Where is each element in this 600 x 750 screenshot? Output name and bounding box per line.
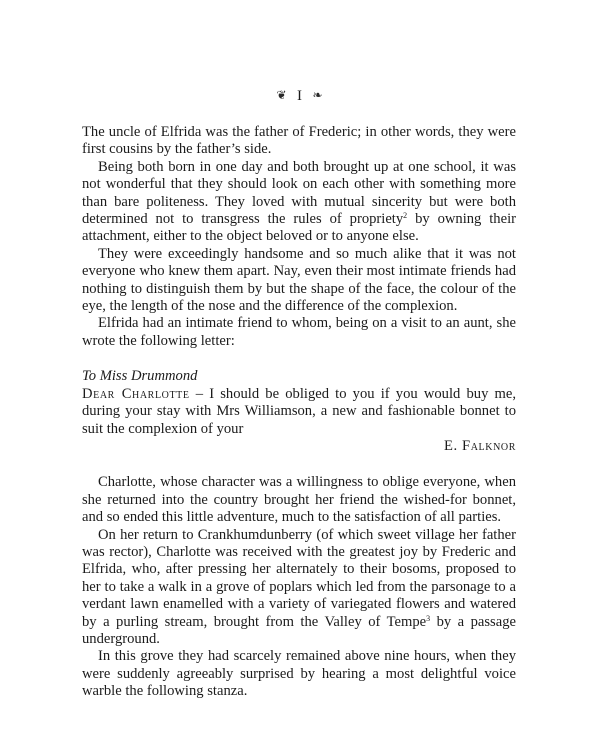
footnote-marker: 2 <box>403 211 408 221</box>
chapter-heading <box>0 88 600 105</box>
letter-signature: E. Falknor <box>444 437 516 454</box>
right-fleuron-icon: ❧ <box>312 88 324 102</box>
letter-addressee: To Miss Drummond <box>82 368 198 385</box>
paragraph: Being both born in one day and both brought up at one school, it was not wonderful that they should look on each other with something more than bare politeness. They loved with mutual sincerity but were both determined not to transgress the rules of propriety$^2$ by owning their attachment, either to the object beloved or to anyone else. <box>82 158 516 245</box>
chapter-number: I <box>297 88 303 104</box>
paragraph: The uncle of Elfrida was the father of Frederic; in other words, they were first cousins by the father’s side. <box>82 124 516 158</box>
letter-body: Dear Charlotte – I should be obliged to you if you would buy me, during your stay with Mrs Williamson, a new and fashionable bonnet to suit the complexion of your <box>82 385 517 437</box>
letter-salutation: Dear Charlotte <box>82 385 190 402</box>
narrative-continuation <box>82 474 516 700</box>
chapter-text <box>82 124 516 701</box>
paragraph: Elfrida had an intimate friend to whom, being on a visit to an aunt, she wrote the following letter: <box>82 315 516 349</box>
paragraph: They were exceedingly handsome and so much alike that it was not everyone who knew them apart. Nay, even their most intimate friends had nothing to distinguish them by but the shape of the face, the colour of the eye, the length of the nose and the difference of the complexion. <box>82 245 516 315</box>
left-fleuron-icon: ❦ <box>276 88 288 102</box>
paragraph: In this grove they had scarcely remained above nine hours, when they were suddenly agreeably surprised by hearing a most delightful voice warble the following stanza. <box>82 648 516 700</box>
letter <box>82 368 516 455</box>
paragraph: Charlotte, whose character was a willingness to oblige everyone, when she returned into the country brought her friend the wished-for bonnet, and so ended this little adventure, much to the satisfaction of all parties. <box>82 474 516 526</box>
paragraph: On her return to Crankhumdunberry (of which sweet village her father was rector), Charlotte was received with the greatest joy by Frederic and Elfrida, who, after pressing her alternately to their bosoms, proposed to her to take a walk in a grove of poplars which led from the parsonage to a verdant lawn enamelled with a variety of variegated flowers and watered by a purling stream, brought from the Valley of Tempe$^3$ by a passage underground. <box>82 526 516 647</box>
footnote-marker: 3 <box>426 613 431 623</box>
